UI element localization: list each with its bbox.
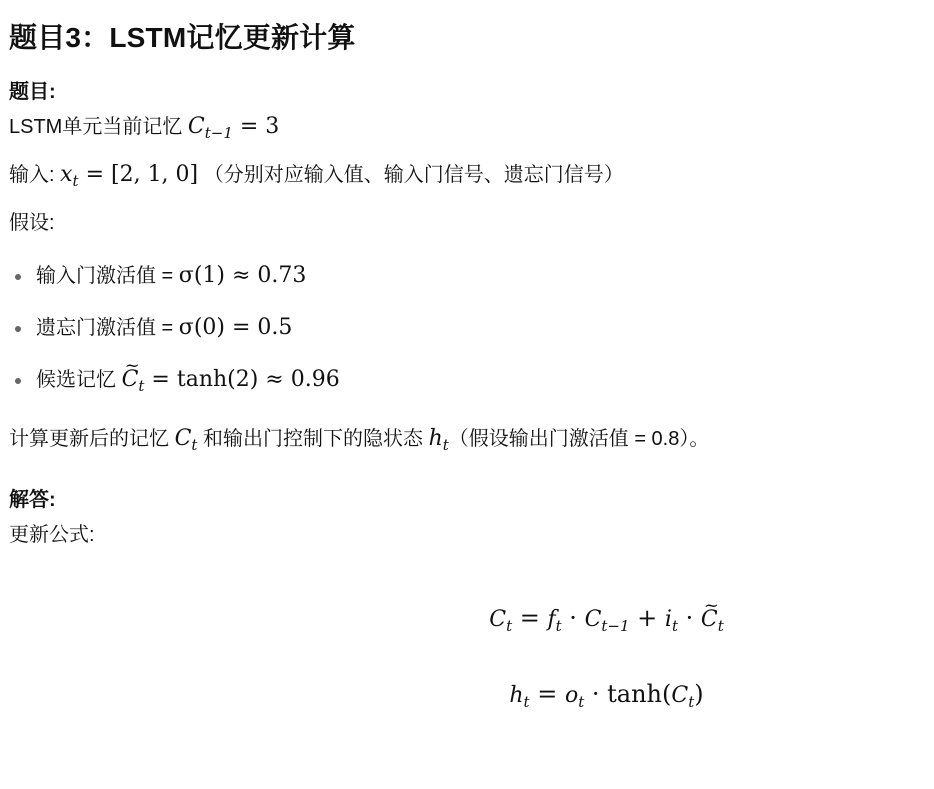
memory-text: LSTM单元当前记忆 (9, 116, 183, 138)
task-text-2: 和输出门控制下的隐状态 (197, 428, 429, 450)
bullet-text: 输入门激活值 = (36, 265, 179, 287)
memory-value: = 3 (232, 114, 280, 139)
input-var: x (60, 162, 73, 187)
bullet-math-var: ~ C (122, 354, 139, 406)
task-var-2: h (428, 426, 443, 451)
list-item (9, 250, 934, 302)
assume-label: 假设: (9, 212, 55, 234)
equation-memory-update: $C_t = f_t \cdot C_{t-1} + i_t$ · ~ $C_t$ (9, 598, 934, 646)
formula-label: 更新公式: (9, 524, 95, 546)
problem-label: 题目: (9, 81, 56, 103)
problem-line-memory (9, 106, 934, 154)
eq-h-var: h (509, 683, 524, 708)
input-sub: t (72, 172, 79, 190)
bullet-math: σ(0) = 0.5 (178, 315, 293, 340)
bullet-math: σ(1) ≈ 0.73 (178, 263, 307, 288)
task-line (9, 418, 934, 466)
assumption-list (9, 250, 934, 412)
task-sub-1: t (191, 436, 198, 454)
list-item (9, 302, 934, 354)
input-value: = [2, 1, 0] (78, 162, 199, 187)
bullet-math-sub: t (138, 377, 145, 395)
bullet-text: 遗忘门激活值 = (36, 317, 179, 339)
task-var-1: C (174, 426, 192, 451)
list-item (9, 354, 934, 412)
eq-c-var: C (489, 607, 507, 632)
bullet-text: 候选记忆 (36, 369, 122, 391)
task-text-3: （假设输出门激活值 = 0.8）。 (448, 428, 710, 450)
solution-label: 解答: (9, 489, 56, 511)
input-note: （分别对应输入值、输入门信号、遗忘门信号） (203, 164, 624, 186)
page-title: 题目3：LSTM记忆更新计算 (9, 22, 356, 53)
memory-sub: t−1 (204, 124, 233, 142)
task-sub-2: t (442, 436, 449, 454)
bullet-math: = tanh(2) ≈ 0.96 (144, 367, 340, 392)
input-label: 输入: (9, 164, 61, 186)
memory-var: C (187, 114, 205, 139)
equation-hidden-state: $h_t = o_t \cdot \tanh(C_t)$ (509, 680, 704, 711)
task-text-1: 计算更新后的记忆 (9, 428, 175, 450)
problem-line-input (9, 154, 934, 202)
